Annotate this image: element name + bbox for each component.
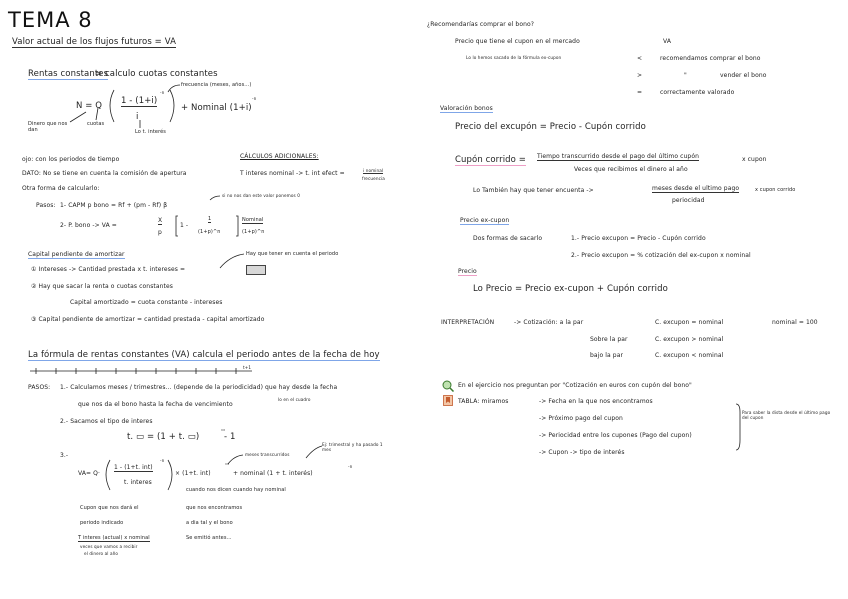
pbono-nominal-bot: (1+p)^n (242, 229, 265, 235)
recomendarias-heading: ¿Recomendarías comprar el bono? (427, 21, 535, 28)
cupon-note: Cupon que nos dará el (80, 505, 139, 511)
cuotas-note: cuotas (87, 121, 105, 127)
precio-excupon-heading: Precio ex-cupon (460, 217, 510, 224)
pbono-step: 2- P. bono -> VA = (60, 222, 117, 229)
para-saber-note: Para saber la dista desde el último pago del cupon (742, 410, 831, 421)
tabla-item-4: -> Cupon -> tipo de interés (539, 449, 625, 456)
capital-step-2: ② Hay que sacar la renta o cuotas constantes (31, 283, 174, 290)
interes-note: T interes (actual) x nominal (78, 535, 150, 541)
ditto-mark: " (684, 72, 687, 79)
formula-n: N = Q (76, 101, 103, 111)
c-excupon-igual: C. excupon = nominal (655, 319, 724, 326)
meses-note: meses transcurridos (245, 452, 290, 457)
capm-step: 1- CAPM p bono = Rf + (pm - Rf) β (60, 202, 168, 209)
pbono-frac-bot: (1+p)^n (198, 229, 221, 235)
formula-exponent: -n (160, 90, 165, 95)
calculos-frac-bot: frecuencia (362, 176, 385, 181)
dia-note: a dia tal y el bono (186, 520, 233, 526)
forma-1: 1.- Precio excupon = Precio - Cupón corrido (571, 235, 706, 242)
tabla-label: TABLA: miramos (458, 398, 509, 405)
recomendamos-comprar: recomendamos comprar el bono (660, 55, 761, 62)
x-cupon-corrido: x cupon corrido (755, 187, 796, 193)
precio-formula: Lo Precio = Precio ex-cupon + Cupón corrido (473, 284, 668, 294)
paso-2-tail: - 1 (224, 432, 236, 442)
intereses-box (246, 265, 266, 275)
paso-3: 3.- (60, 452, 69, 459)
c-excupon-menor: C. excupon < nominal (655, 352, 724, 359)
que-nos-note: que nos encontramos (186, 505, 243, 511)
ojo-note: ojo: con los periodos de tiempo (22, 156, 120, 163)
precio-heading: Precio (458, 268, 477, 275)
pasos2-label: PASOS: (28, 384, 51, 391)
bookmark-icon (443, 395, 453, 406)
rentas-heading: Rentas constantes (28, 69, 109, 79)
rentas-desc: = calculo cuotas constantes (95, 69, 218, 79)
tabla-item-3: -> Periocidad entre los cupones (Pago del cupon) (539, 432, 692, 439)
paso-1b: que nos da el bono hasta la fecha de vencimiento (78, 401, 233, 408)
pbono-nominal-top: Nominal (242, 217, 264, 223)
va-numerator-exp: -n (160, 458, 165, 463)
capital-step-1: ① Intereses -> Cantidad prestada x t. intereses = (31, 266, 186, 273)
bajo-la-par: bajo la par (590, 352, 624, 359)
paso-1-note: lo en el cuadro (278, 397, 311, 402)
tipo-interes-note: Lo t. interés (135, 129, 167, 135)
sobre-la-par: Sobre la par (590, 336, 628, 343)
se-emite-note: Se emitió antes... (186, 535, 232, 541)
magnifier-icon (441, 380, 455, 392)
paso-2-exp: ▭ (221, 427, 226, 432)
veces-note: veces que vamos a recibir (80, 544, 138, 549)
forma-2: 2.- Precio excupon = % cotización del ex-cupon x nominal (571, 252, 751, 259)
cotizacion-a-la-par: -> Cotización: a la par (514, 319, 584, 326)
cupon-corrido-label: Cupón corrido = (455, 155, 527, 165)
capm-note: si no nos dan este valor ponemos 0 (222, 193, 300, 198)
tabla-item-1: -> Fecha en la que nos encontramos (539, 398, 653, 405)
less-than-sign: < (637, 55, 643, 62)
veces-que-recibimos: Veces que recibimos el dinero al año (574, 166, 688, 173)
capital-note: Hay que tener en cuenta el periodo (246, 251, 339, 257)
greater-than-sign: > (637, 72, 643, 79)
cuando-nos-note: cuando nos dicen cuando hay nominal (186, 487, 286, 493)
calculos-frac-top: i nominal (363, 168, 384, 173)
va-mid: × (1+t. int) (175, 470, 211, 477)
pbono-p: p (158, 229, 162, 236)
meses-desde-ultimo-pago: meses desde el ultimo pago (652, 185, 740, 192)
x-cupon: x cupon (742, 156, 767, 163)
pbono-bracket: 1 - (180, 222, 189, 229)
valoracion-heading: Valoración bonos (440, 105, 493, 112)
va-tail: + nominal (1 + t. interés) (233, 470, 313, 477)
lo-hemos-note: Lo lo hemos sacado de la fórmula ex-cupon (466, 55, 562, 60)
pasos-label: Pasos: (36, 202, 56, 209)
va-denominator: t. interes (124, 479, 152, 486)
interpretacion-heading: INTERPRETACIÓN (441, 319, 495, 326)
capital-step-3: ③ Capital pendiente de amortizar = cantidad prestada - capital amortizado (31, 316, 265, 323)
otra-forma: Otra forma de calcularlo: (22, 185, 100, 192)
trimestral-note: Ej: trimestral y ha pasado 1 mes (322, 442, 383, 453)
subtitle: Valor actual de los flujos futuros = VA (12, 37, 176, 47)
periodicidad: periocidad (672, 197, 705, 204)
ejercicio-note: En el ejercicio nos preguntan por "Cotización en euros con cupón del bono" (458, 382, 692, 389)
va-formula: VA= Q· (78, 470, 100, 477)
va-mid-exp: ▭ (225, 461, 230, 466)
paso-1: 1.- Calculamos meses / trimestres... (depende de la periodicidad) que hay desde la fecha (60, 384, 338, 391)
va-tail-exp: -n (348, 464, 353, 469)
frecuencia-note: frecuencia (meses, años...) (181, 82, 252, 88)
page-title: TEMA 8 (8, 8, 93, 32)
formula-heading: La fórmula de rentas constantes (VA) calcula el periodo antes de la fecha de hoy (28, 350, 380, 360)
dos-formas: Dos formas de sacarlo (473, 235, 543, 242)
tambien-note: Lo También hay que tener encuenta -> (473, 187, 594, 194)
va-numerator: 1 - (1+t. int) (114, 464, 153, 471)
formula-plus-nominal: + Nominal (1+i) (181, 103, 252, 113)
equals-sign: = (637, 89, 643, 96)
correctamente-valorado: correctamente valorado (660, 89, 735, 96)
tiempo-transcurrido: Tiempo transcurrido desde el pago del último cupón (537, 153, 700, 160)
vender-bono: vender el bono (720, 72, 767, 79)
formula-numerator: 1 - (1+i) (121, 96, 158, 106)
formula-denominator: i (136, 112, 139, 122)
al-ano-note: el dinero al año (84, 551, 119, 556)
nominal-100: nominal = 100 (772, 319, 818, 326)
paso-2-formula: t. ▭ = (1 + t. ▭) (127, 432, 200, 442)
precio-cupon-mercado: Precio que tiene el cupon en el mercado (455, 38, 580, 45)
capital-heading: Capital pendiente de amortizar (28, 251, 125, 258)
axis-label: t+1 (243, 365, 252, 370)
c-excupon-mayor: C. excupon > nominal (655, 336, 724, 343)
va-label: VA (663, 38, 672, 45)
calculos-line: T interes nominal -> t. int efect = (240, 170, 345, 177)
paso-2: 2.- Sacamos el tipo de interes (60, 418, 153, 425)
precio-excupon-formula: Precio del excupón = Precio - Cupón corrido (455, 122, 646, 132)
tabla-item-2: -> Próximo pago del cupon (539, 415, 623, 422)
calculos-heading: CÁLCULOS ADICIONALES: (240, 153, 319, 160)
formula-exponent-2: -n (252, 96, 257, 101)
capital-step-2b: Capital amortizado = cuota constante - intereses (70, 299, 223, 306)
dato-note: DATO: No se tiene en cuenta la comisión de apertura (22, 170, 187, 177)
periodo-note: periodo indicado (80, 520, 124, 526)
pbono-frac-top: 1 (208, 216, 212, 222)
pbono-x: X (158, 217, 163, 224)
dinero-note: Dinero que nos dan (28, 121, 68, 133)
